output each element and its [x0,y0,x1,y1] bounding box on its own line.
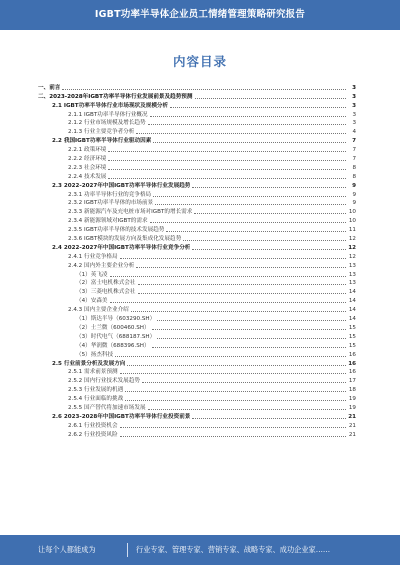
toc-entry[interactable] [38,261,356,270]
toc-entry-text: 2.2.4 技术发展 [68,173,107,180]
table-of-contents [38,83,356,439]
toc-page-number: 9 [352,182,356,189]
toc-leader-dots [138,293,347,294]
toc-page-number: 12 [348,253,356,260]
toc-entry-text: 2.1.1 IGBT功率半导体行业概况 [68,111,148,118]
toc-leader-dots [127,365,346,366]
toc-page-number: 8 [352,164,356,171]
toc-entry-text: 2.2.2 经济环境 [68,156,107,163]
toc-page-number: 15 [348,333,356,340]
toc-entry[interactable] [38,110,356,119]
toc-entry[interactable] [38,154,356,163]
report-title: IGBT功率半导体企业员工情绪管理策略研究报告 [94,9,306,20]
toc-page-number: 7 [352,138,356,145]
toc-entry[interactable] [38,287,356,296]
toc-leader-dots [125,400,346,401]
toc-leader-dots [108,160,346,161]
toc-page-number: 10 [348,218,356,225]
toc-entry-text: 2.5.1 需求前景预测 [68,369,118,376]
toc-page-number: 14 [348,298,356,305]
toc-entry-text: 2.3.5 IGBT功率半导体的技术发展趋势 [68,227,165,234]
toc-title: 内容目录 [172,54,227,69]
toc-leader-dots [157,320,346,321]
toc-entry-text: 一、前言 [38,84,61,91]
toc-entry[interactable] [38,403,356,412]
toc-entry-text: 2.3.4 新能源领域对IGBT的需求 [68,218,148,225]
toc-leader-dots [166,231,346,232]
toc-leader-dots [142,382,346,383]
toc-entry-text: （2）富士电机株式会社 [76,280,136,287]
toc-entry-text: （2）士兰微（600460.SH） [76,324,150,331]
toc-page-number: 15 [348,342,356,349]
toc-entry[interactable] [38,243,356,252]
toc-entry[interactable] [38,394,356,403]
toc-leader-dots [152,347,346,348]
toc-entry[interactable] [38,234,356,243]
toc-leader-dots [157,338,346,339]
toc-page-number: 21 [348,413,356,420]
toc-entry[interactable] [38,199,356,208]
toc-entry-text: （1）英飞凌 [76,271,108,278]
toc-entry-text: 二、2023-2028年IGBT功率半导体行业发展前景及趋势预测 [38,93,193,100]
toc-page-number: 9 [352,191,356,198]
toc-leader-dots [131,311,346,312]
toc-entry[interactable] [38,216,356,225]
toc-page-number: 3 [352,111,356,118]
toc-entry[interactable] [38,323,356,332]
toc-entry[interactable] [38,83,356,92]
toc-page-number: 13 [348,271,356,278]
toc-entry[interactable] [38,252,356,261]
toc-page-number: 15 [348,324,356,331]
toc-page-number: 14 [348,289,356,296]
toc-entry[interactable] [38,119,356,128]
toc-leader-dots [195,98,347,99]
toc-entry-text: （4）安森美 [76,298,108,305]
toc-entry[interactable] [38,136,356,145]
toc-leader-dots [62,89,346,90]
toc-leader-dots [155,204,346,205]
footer-roles: 行业专家、管理专家、营销专家、战略专家、成功企业家…… [136,545,331,554]
toc-page-number: 14 [348,316,356,323]
toc-leader-dots [108,151,346,152]
toc-page-number: 7 [352,156,356,163]
toc-leader-dots [150,222,346,223]
toc-entry-text: 2.4.2 国内外主要企业分析 [68,262,135,269]
toc-entry[interactable] [38,270,356,279]
toc-page-number: 16 [348,369,356,376]
toc-page-number: 4 [352,129,356,136]
toc-page-number: 21 [348,422,356,429]
toc-page-number: 7 [352,147,356,154]
toc-entry-text: 2.2.3 社会环境 [68,164,107,171]
toc-entry[interactable] [38,127,356,136]
toc-entry-text: 2.5 行业前景分析及发展方向 [52,360,126,367]
toc-page-number: 9 [352,200,356,207]
toc-entry-text: 2.3.1 功率半导体行业的竞争格局 [68,191,152,198]
toc-leader-dots [183,240,346,241]
toc-entry-text: 2.4.3 国内主要企业介绍 [68,307,129,314]
toc-leader-dots [120,427,346,428]
toc-entry[interactable] [38,376,356,385]
toc-page-number: 13 [348,262,356,269]
toc-leader-dots [136,267,346,268]
toc-page-number: 11 [348,227,356,234]
toc-entry-text: 2.3.3 新能源汽车及充电桩市场对IGBT的增长需求 [68,209,193,216]
toc-entry[interactable] [38,163,356,172]
toc-page-number: 13 [348,280,356,287]
toc-leader-dots [152,329,346,330]
toc-leader-dots [192,249,346,250]
toc-entry-text: 2.5.5 国产替代将加速市场发展 [68,404,146,411]
footer-slogan: 让每个人都能成为 [38,545,96,554]
toc-entry-text: 2.6.2 行业投资风险 [68,431,118,438]
toc-leader-dots [108,178,346,179]
toc-entry-text: （1）斯达半导（603290.SH） [76,316,156,323]
toc-entry-text: 2.1.3 行业主要竞争者分析 [68,129,135,136]
toc-entry-text: （3）时代电气（688187.SH） [76,333,156,340]
toc-page-number: 18 [348,387,356,394]
toc-page-number: 10 [348,209,356,216]
toc-entry-text: 2.6.1 行业投资机会 [68,422,118,429]
toc-entry[interactable] [38,412,356,421]
toc-entry[interactable] [38,385,356,394]
toc-page-number: 12 [348,236,356,243]
toc-entry-text: 2.5.4 行业面临的挑战 [68,396,124,403]
toc-page-number: 3 [352,102,356,109]
toc-entry[interactable] [38,279,356,288]
toc-entry-text: 2.4 2022-2027年中国IGBT功率半导体行业竞争分析 [52,244,191,251]
toc-leader-dots [110,302,346,303]
toc-entry[interactable] [38,341,356,350]
toc-entry[interactable] [38,190,356,199]
toc-entry-text: 2.6 2023-2028年中国IGBT功率半导体行业投资前景 [52,413,191,420]
toc-page-number: 3 [352,93,356,100]
toc-leader-dots [136,133,346,134]
toc-leader-dots [120,373,346,374]
report-header [0,0,400,30]
toc-page-number: 8 [352,173,356,180]
toc-entry-text: 2.3.2 IGBT功率半导体的市场前景 [68,200,154,207]
toc-leader-dots [120,436,346,437]
toc-page-number: 3 [352,84,356,91]
toc-entry[interactable] [38,145,356,154]
toc-leader-dots [148,124,346,125]
toc-entry[interactable] [38,225,356,234]
toc-entry-text: 2.5.2 国内行业技术发展趋势 [68,378,140,385]
toc-entry-text: 2.3 2022-2027年中国IGBT功率半导体行业发展趋势 [52,182,191,189]
toc-page-number: 16 [348,360,356,367]
toc-leader-dots [153,142,346,143]
toc-entry[interactable] [38,207,356,216]
toc-entry[interactable] [38,305,356,314]
toc-leader-dots [120,258,346,259]
toc-entry-text: 2.3.6 IGBT模块的发展方向及集成化发展趋势 [68,236,182,243]
toc-page-number: 17 [348,378,356,385]
toc-page-number: 19 [348,404,356,411]
toc-page-number: 12 [348,244,356,251]
toc-page-number: 16 [348,351,356,358]
footer-divider [127,543,128,557]
toc-leader-dots [150,116,346,117]
toc-leader-dots [194,213,346,214]
toc-page-number: 3 [352,120,356,127]
toc-entry-text: （3）三菱电机株式会社 [76,289,136,296]
toc-entry[interactable] [38,332,356,341]
toc-entry-text: （4）华润微（688396.SH） [76,342,150,349]
toc-leader-dots [108,169,346,170]
toc-entry-text: 2.1.2 行业市场规模及增长趋势 [68,120,146,127]
toc-leader-dots [110,276,346,277]
toc-entry-text: （5）扬杰科技 [76,351,114,358]
toc-entry-text: 2.1 IGBT功率半导体行业市场现状及规模分析 [52,102,169,109]
toc-entry[interactable] [38,101,356,110]
toc-page-number: 21 [348,431,356,438]
page-footer [0,535,400,565]
toc-entry[interactable] [38,92,356,101]
toc-leader-dots [192,187,346,188]
toc-leader-dots [192,418,346,419]
toc-entry[interactable] [38,314,356,323]
toc-page-number: 19 [348,396,356,403]
toc-leader-dots [148,409,346,410]
toc-leader-dots [125,391,346,392]
toc-leader-dots [153,196,346,197]
toc-entry-text: 2.2 我国IGBT功率半导体行业驱动因素 [52,138,152,145]
toc-leader-dots [115,356,346,357]
toc-entry-text: 2.4.1 行业竞争格局 [68,253,118,260]
toc-entry-text: 2.2.1 政策环境 [68,147,107,154]
toc-entry[interactable] [38,359,356,368]
toc-entry[interactable] [38,181,356,190]
toc-entry[interactable] [38,421,356,430]
toc-entry[interactable] [38,430,356,439]
toc-leader-dots [170,107,346,108]
toc-entry[interactable] [38,296,356,305]
toc-leader-dots [138,284,347,285]
toc-entry[interactable] [38,368,356,377]
toc-entry[interactable] [38,172,356,181]
toc-page-number: 14 [348,307,356,314]
toc-entry-text: 2.5.3 行业发展的机遇 [68,387,124,394]
toc-entry[interactable] [38,350,356,359]
